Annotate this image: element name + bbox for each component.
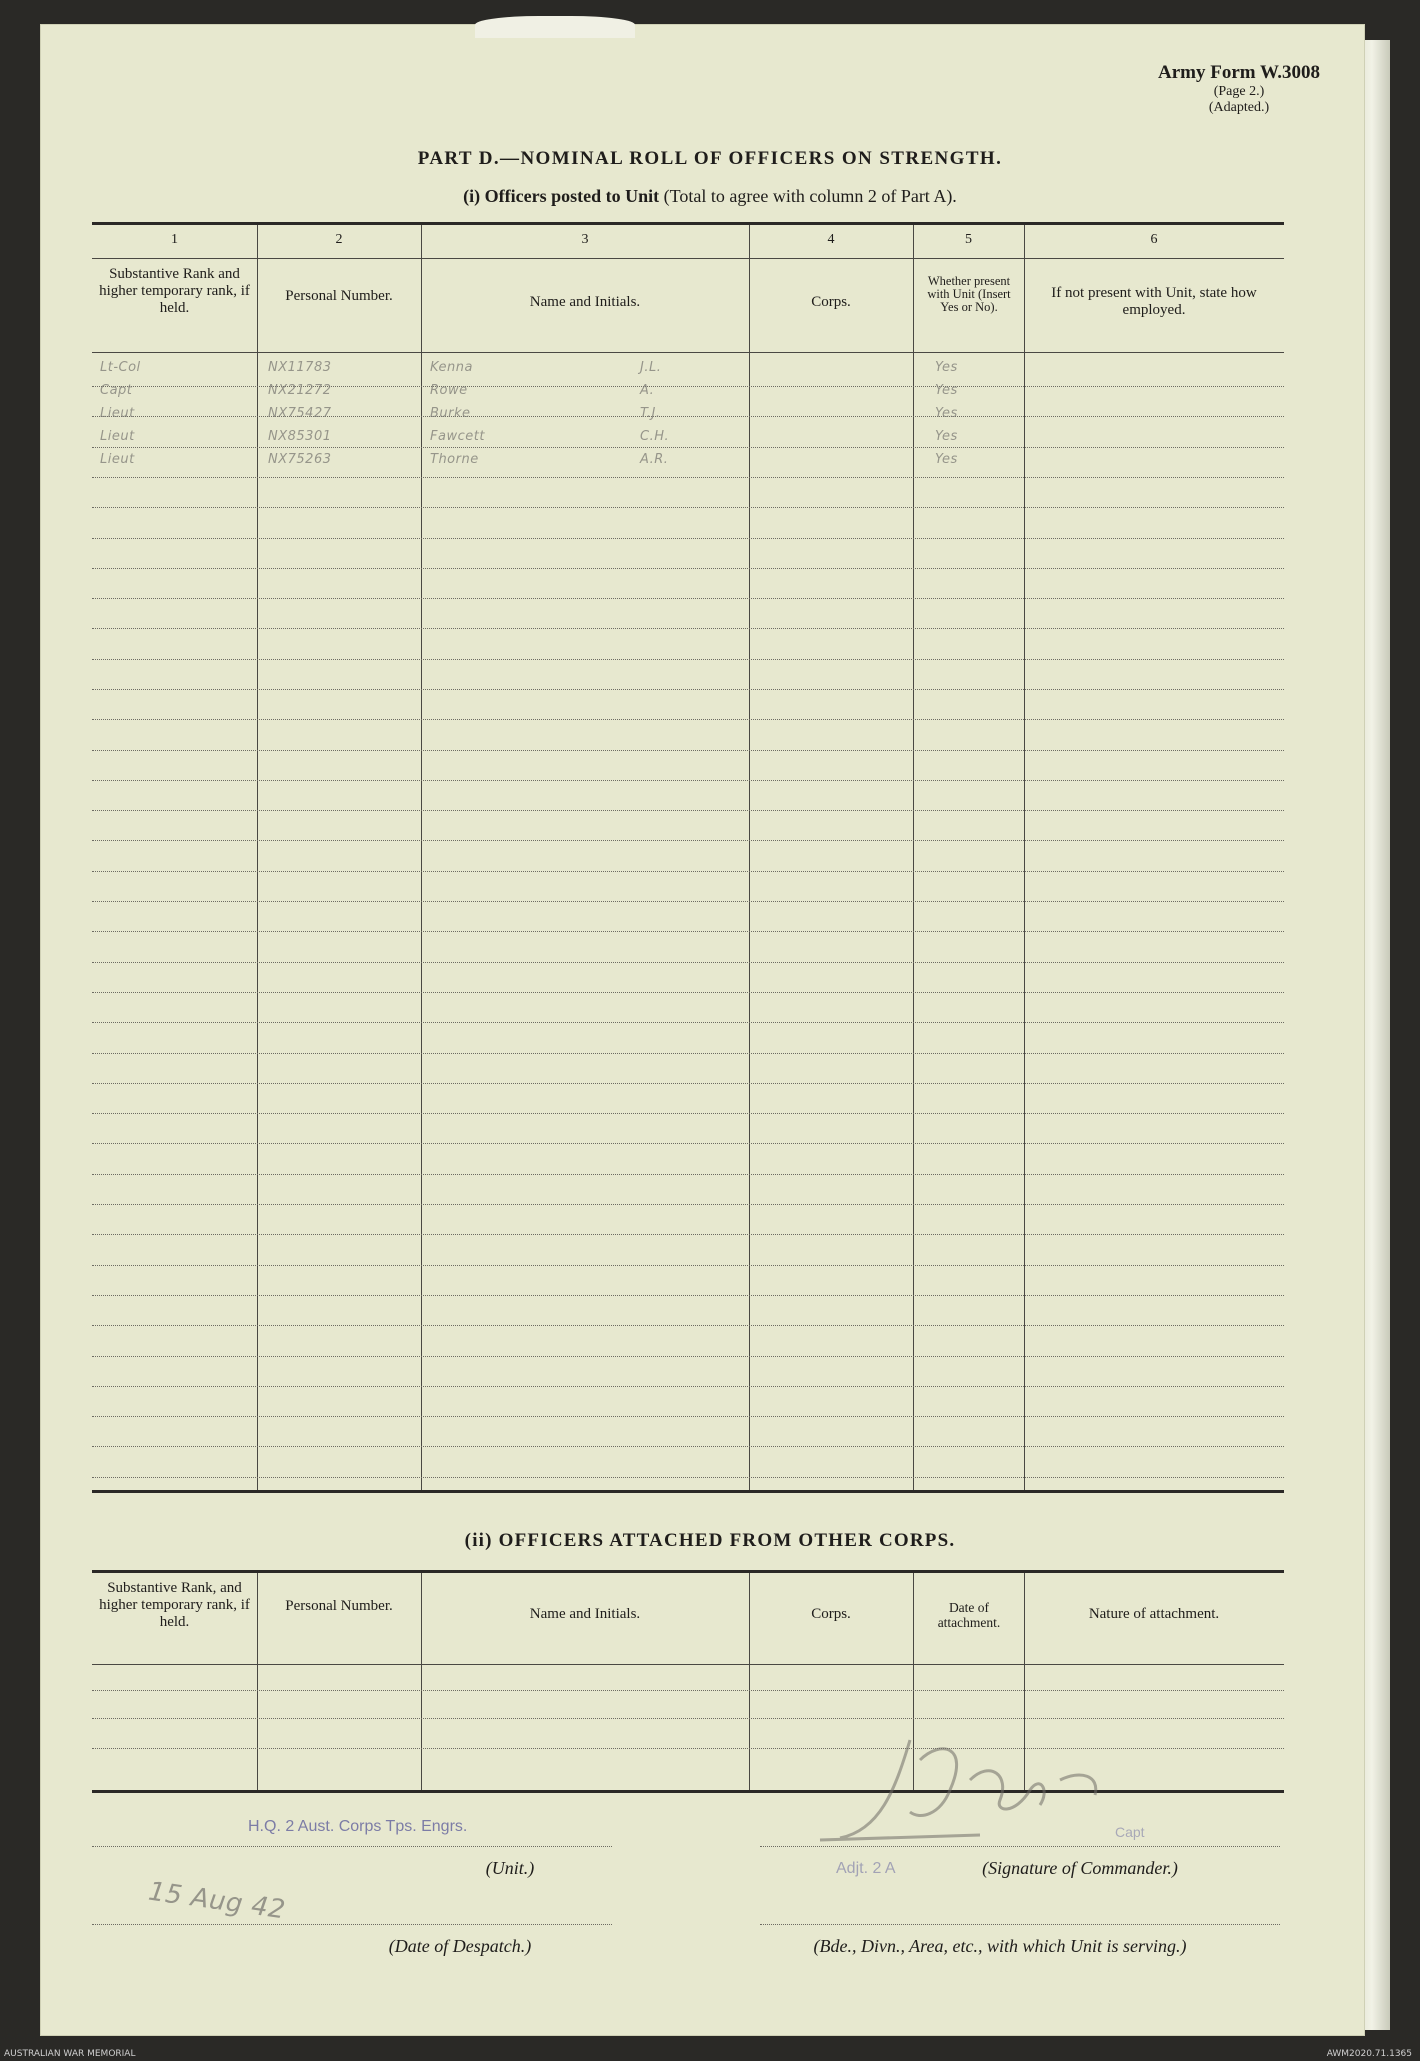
faint-entry-rank: Lt-Col	[100, 360, 141, 375]
col-divider-1	[257, 225, 258, 1490]
part-ii-title: (ii) OFFICERS ATTACHED FROM OTHER CORPS.	[464, 1530, 956, 1551]
bde-line	[760, 1924, 1280, 1925]
table-row-line	[92, 1083, 1284, 1084]
subtitle-bold: (i) Officers posted to Unit	[463, 186, 660, 206]
header-how-employed: If not present with Unit, state how employed.	[1051, 285, 1257, 318]
table-row-line	[92, 447, 1284, 448]
form-page	[40, 24, 1365, 2036]
faint-entry-name: Burke	[430, 406, 471, 421]
table-row-line	[92, 1265, 1284, 1266]
part-d-title: PART D.—NOMINAL ROLL OF OFFICERS ON STRENGTH.	[417, 148, 1003, 169]
ii-header-name: Name and Initials.	[529, 1606, 641, 1622]
col-divider-2	[421, 225, 422, 1490]
faint-entry-initials: A.	[640, 383, 655, 398]
form-adapted: (Adapted.)	[1208, 100, 1270, 115]
faint-entry-rank: Lieut	[100, 429, 135, 444]
table-row-line	[92, 719, 1284, 720]
table-row-line	[92, 840, 1284, 841]
part-d-subtitle	[0, 186, 1420, 207]
table-ii-header-rule	[92, 1664, 1284, 1665]
faint-entry-present: Yes	[935, 452, 958, 467]
paper-tab	[475, 16, 635, 38]
table-row-line	[92, 962, 1284, 963]
header-personal-number: Personal Number.	[285, 288, 393, 304]
table-row-line	[92, 1325, 1284, 1326]
faint-entry-number: NX11783	[268, 360, 332, 375]
signature-line	[760, 1846, 1280, 1847]
ii-header-personal-number: Personal Number.	[285, 1598, 393, 1614]
signature-label: (Signature of Commander.)	[982, 1858, 1178, 1878]
table-row-line	[92, 1356, 1284, 1357]
adjt-stamp: Adjt. 2 A	[836, 1860, 896, 1877]
table-row-line	[92, 780, 1284, 781]
faint-entry-number: NX21272	[268, 383, 332, 398]
bde-label: (Bde., Divn., Area, etc., with which Unit is serving.)	[813, 1936, 1187, 1956]
col-number-2: 2	[335, 232, 343, 247]
table-row-line	[92, 598, 1284, 599]
ii-header-date: Date of attachment.	[937, 1600, 1001, 1630]
table-row-line	[92, 1295, 1284, 1296]
ii-header-corps: Corps.	[811, 1606, 851, 1622]
table-row-line	[92, 1174, 1284, 1175]
faint-entry-initials: T.J.	[640, 406, 661, 421]
table-row-line	[92, 568, 1284, 569]
faint-entry-present: Yes	[935, 383, 958, 398]
col-divider-4	[913, 225, 914, 1490]
ii-header-rank: Substantive Rank, and higher temporary rank, if held.	[99, 1580, 250, 1630]
signature-rank: Capt	[1115, 1824, 1145, 1840]
credit-left: AUSTRALIAN WAR MEMORIAL	[4, 2049, 136, 2059]
unit-stamp: H.Q. 2 Aust. Corps Tps. Engrs.	[248, 1818, 468, 1835]
ii-col-divider-1	[257, 1573, 258, 1790]
table-ii-top-rule	[92, 1570, 1284, 1573]
faint-entry-name: Kenna	[430, 360, 474, 375]
faint-entry-rank: Lieut	[100, 406, 135, 421]
col-divider-5	[1024, 225, 1025, 1490]
header-name: Name and Initials.	[529, 294, 641, 310]
col-number-6: 6	[1150, 232, 1158, 247]
table-row-line	[92, 1446, 1284, 1447]
col-divider-3	[749, 225, 750, 1490]
table-row-line	[92, 659, 1284, 660]
table-row-line	[92, 1053, 1284, 1054]
faint-entry-name: Rowe	[430, 383, 468, 398]
faint-entry-present: Yes	[935, 360, 958, 375]
table-d-top-rule	[92, 222, 1284, 225]
table-row-line	[92, 689, 1284, 690]
unit-label: (Unit.)	[485, 1858, 535, 1878]
date-handwritten: 15 Aug 42	[146, 1876, 288, 1926]
commander-signature	[800, 1720, 1160, 1860]
faint-entry-number: NX75427	[268, 406, 332, 421]
table-row-line	[92, 992, 1284, 993]
header-corps: Corps.	[811, 294, 851, 310]
table-row-line	[92, 1143, 1284, 1144]
faint-entry-number: NX75263	[268, 452, 332, 467]
table-row-line	[92, 538, 1284, 539]
ii-header-nature: Nature of attachment.	[1088, 1606, 1220, 1622]
faint-entry-name: Fawcett	[430, 429, 485, 444]
table-row-line	[92, 1416, 1284, 1417]
table-row-line	[92, 810, 1284, 811]
table-d-header-rule	[92, 352, 1284, 353]
table-row-line	[92, 628, 1284, 629]
table-row-line	[92, 1113, 1284, 1114]
subtitle-rest: (Total to agree with column 2 of Part A).	[663, 186, 957, 206]
faint-entry-number: NX85301	[268, 429, 332, 444]
form-name: Army Form W.3008	[1157, 62, 1320, 83]
faint-entry-name: Thorne	[430, 452, 479, 467]
form-reference	[1158, 62, 1320, 116]
table-row-line	[92, 477, 1284, 478]
table-row-line	[92, 750, 1284, 751]
faint-entry-initials: C.H.	[640, 429, 670, 444]
table-row-line	[92, 1204, 1284, 1205]
credit-right: AWM2020.71.1365	[1326, 2049, 1412, 2059]
faint-entry-initials: J.L.	[640, 360, 662, 375]
ii-row-line	[92, 1690, 1284, 1691]
faint-entry-present: Yes	[935, 429, 958, 444]
header-rank: Substantive Rank and higher temporary rank, if held.	[99, 266, 250, 316]
table-row-line	[92, 871, 1284, 872]
table-row-line	[92, 1477, 1284, 1478]
table-row-line	[92, 931, 1284, 932]
date-label: (Date of Despatch.)	[388, 1936, 532, 1956]
form-page-number: (Page 2.)	[1213, 84, 1265, 99]
col-number-1: 1	[171, 232, 178, 247]
header-present: Whether present with Unit (Insert Yes or No).	[927, 274, 1011, 314]
date-line	[92, 1924, 612, 1925]
faint-entry-rank: Lieut	[100, 452, 135, 467]
unit-line	[92, 1846, 612, 1847]
table-d-number-rule	[92, 258, 1284, 259]
faint-entry-initials: A.R.	[640, 452, 669, 467]
table-row-line	[92, 1022, 1284, 1023]
table-row-line	[92, 901, 1284, 902]
table-row-line	[92, 1234, 1284, 1235]
table-d-bottom-rule	[92, 1490, 1284, 1493]
col-number-4: 4	[827, 232, 835, 247]
table-row-line	[92, 1386, 1284, 1387]
col-number-3: 3	[581, 232, 589, 247]
ii-row-line	[92, 1718, 1284, 1719]
faint-entry-rank: Capt	[100, 383, 133, 398]
table-row-line	[92, 507, 1284, 508]
faint-entry-present: Yes	[935, 406, 958, 421]
col-number-5: 5	[965, 232, 972, 247]
